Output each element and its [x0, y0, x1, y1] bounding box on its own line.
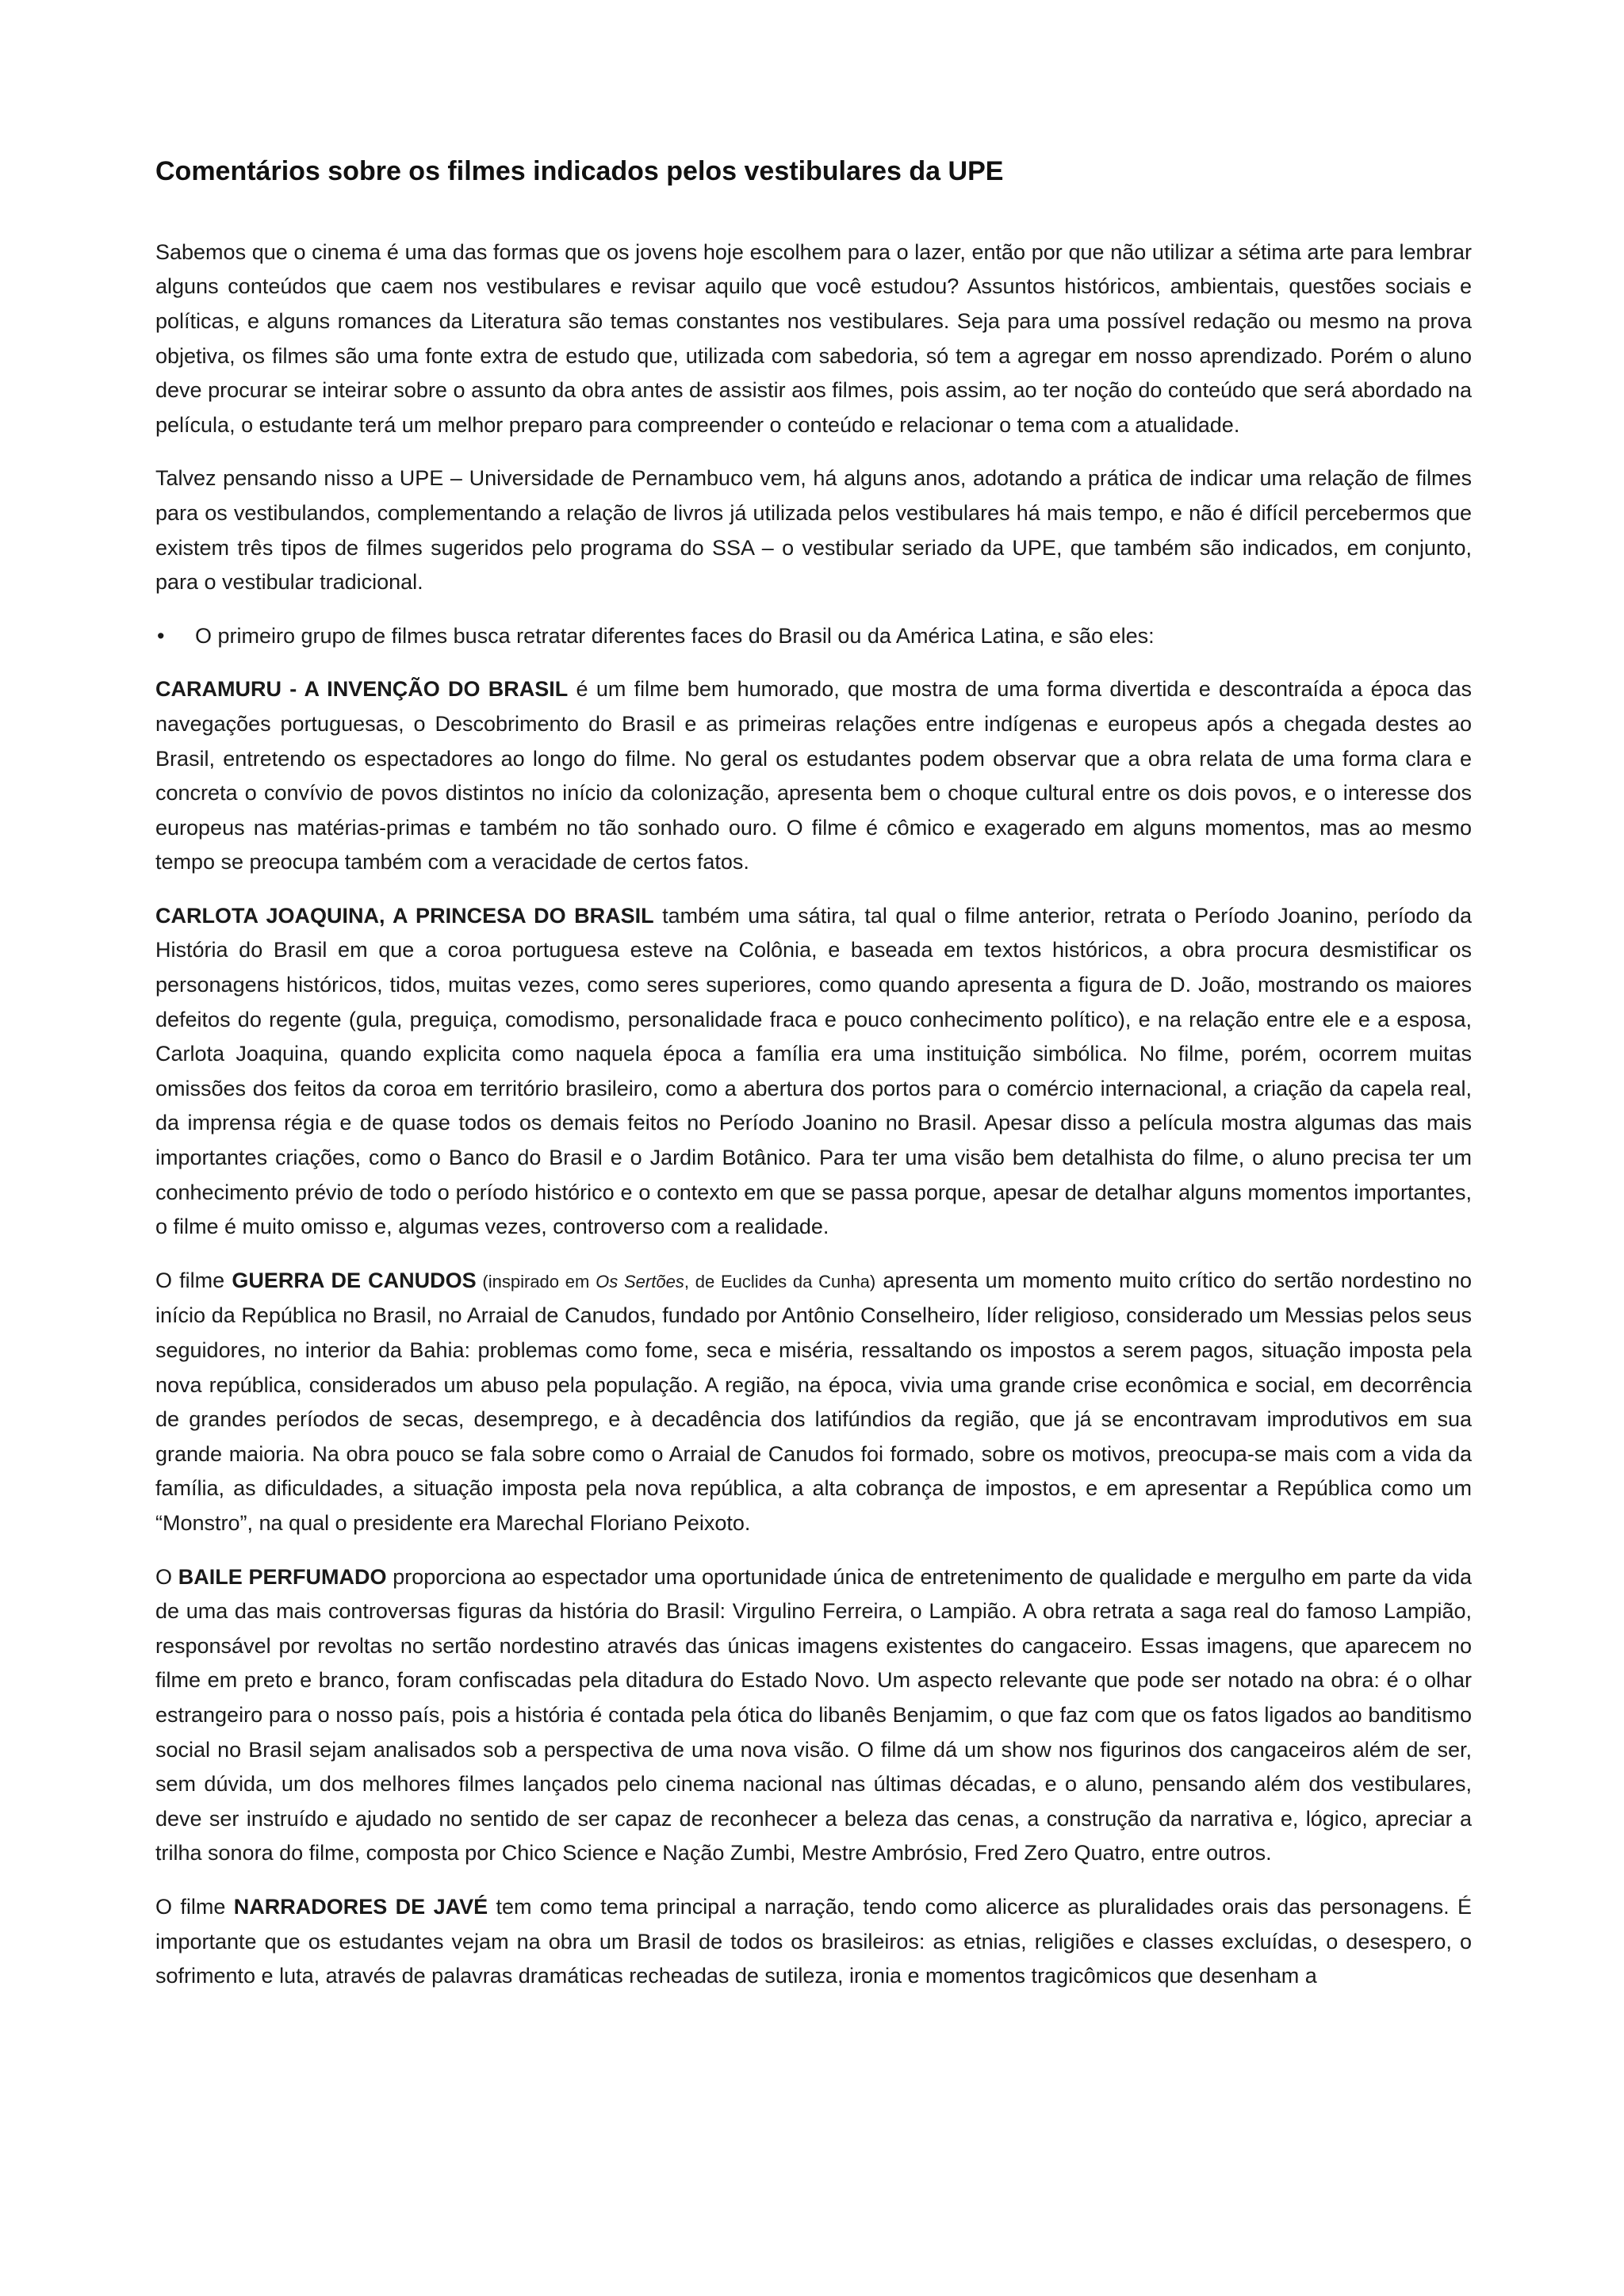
- film-note-title-canudos: Os Sertões: [596, 1271, 684, 1292]
- film-note-after-canudos: , de Euclides da Cunha): [684, 1271, 876, 1292]
- film-prefix-narradores: O filme: [155, 1894, 234, 1919]
- bullet-item: [155, 619, 1472, 654]
- film-text-narradores: tem como tema principal a narração, tendo como alicerce as pluralidades orais das personagens. É importante que os estudantes vejam na obra um Brasil de todos os brasileiros: as etnias, religiões e classes excluídas, o desespero, o sofrimento e luta, através de palavras dramáticas recheadas de sutileza, ironia e momentos tragicômicos que desenham a: [155, 1894, 1472, 1988]
- film-paragraph-canudos: [155, 1264, 1472, 1541]
- film-title-baile: BAILE PERFUMADO: [178, 1564, 387, 1589]
- page-title: Comentários sobre os filmes indicados pelos vestibulares da UPE: [155, 156, 1004, 186]
- bullet-icon: •: [157, 623, 165, 648]
- film-title-carlota: CARLOTA JOAQUINA, A PRINCESA DO BRASIL: [155, 903, 654, 928]
- film-text-carlota: também uma sátira, tal qual o filme anterior, retrata o Período Joanino, período da História do Brasil em que a coroa portuguesa esteve na Colônia, e baseada em textos históricos, a obra procura desmistificar os personagens históricos, tidos, muitas vezes, como seres superiores, como quando apresenta a figura de D. João, mostrando os maiores defeitos do regente (gula, preguiça, comodismo, personalidade fraca e pouco conhecimento político), e na relação entre ele e a esposa, Carlota Joaquina, quando explicita como naquela época a família era uma instituição simbólica. No filme, porém, ocorrem muitas omissões dos feitos da coroa em território brasileiro, como a abertura dos portos para o comércio internacional, a criação da capela real, da imprensa régia e de quase todos os demais feitos no Período Joanino no Brasil. Apesar disso a película mostra algumas das mais importantes criações, como o Banco do Brasil e o Jardim Botânico. Para ter uma visão bem detalhista do filme, o aluno precisa ter um conhecimento prévio de todo o período histórico e o contexto em que se passa porque, apesar de detalhar alguns momentos importantes, o filme é muito omisso e, algumas vezes, controverso com a realidade.: [155, 903, 1473, 1239]
- film-paragraph-narradores: [155, 1890, 1472, 1994]
- bullet-text: O primeiro grupo de filmes busca retratar diferentes faces do Brasil ou da América Latina, e são eles:: [195, 623, 1155, 648]
- film-title-canudos: GUERRA DE CANUDOS: [232, 1268, 477, 1292]
- document-page: [155, 155, 1472, 2013]
- upe-paragraph: Talvez pensando nisso a UPE – Universidade de Pernambuco vem, há alguns anos, adotando a prática de indicar uma relação de filmes para os vestibulandos, complementando a relação de livros já utilizada pelos vestibulares há mais tempo, e não é difícil percebermos que existem três tipos de filmes sugeridos pelo programa do SSA – o vestibular seriado da UPE, que também são indicados, em conjunto, para o vestibular tradicional.: [155, 466, 1472, 595]
- film-prefix-canudos: O filme: [155, 1268, 232, 1292]
- film-title-caramuru: CARAMURU - A INVENÇÃO DO BRASIL: [155, 677, 569, 702]
- film-text-baile: proporciona ao espectador uma oportunidade única de entretenimento de qualidade e mergulho em parte da vida de uma das mais controversas figuras da história do Brasil: Virgulino Ferreira, o Lampião. A obra retrata a saga real do famoso Lampião, responsável por revoltas no sertão nordestino através das únicas imagens existentes do cangaceiro. Essas imagens, que aparecem no filme em preto e branco, foram confiscadas pela ditadura do Estado Novo. Um aspecto relevante que pode ser notado na obra: é o olhar estrangeiro para o nosso país, pois a história é contada pela ótica do libanês Benjamim, o que faz com que os fatos ligados ao banditismo social no Brasil sejam analisados sob a perspectiva de uma nova visão. O filme dá um show nos figurinos dos cangaceiros além de ser, sem dúvida, um dos melhores filmes lançados pelo cinema nacional nas últimas décadas, e o aluno, pensando além dos vestibulares, deve ser instruído e ajudado no sentido de ser capaz de reconhecer a beleza das cenas, a construção da narrativa e, lógico, apreciar a trilha sonora do filme, composta por Chico Science e Nação Zumbi, Mestre Ambrósio, Fred Zero Quatro, entre outros.: [155, 1564, 1472, 1866]
- film-note-before-canudos: (inspirado em: [476, 1271, 596, 1292]
- film-text-caramuru: é um filme bem humorado, que mostra de uma forma divertida e descontraída a época das navegações portuguesas, o Descobrimento do Brasil e as primeiras relações entre indígenas e europeus após a chegada destes ao Brasil, entretendo os espectadores ao longo do filme. No geral os estudantes podem observar que a obra relata de uma forma clara e concreta o convívio de povos distintos no início da colonização, apresenta bem o choque cultural entre os dois povos, e o interesse dos europeus nas matérias-primas e também no tão sonhado ouro. O filme é cômico e exagerado em alguns momentos, mas ao mesmo tempo se preocupa também com a veracidade de certos fatos.: [155, 677, 1472, 874]
- film-paragraph-caramuru: [155, 672, 1472, 880]
- film-text-canudos: apresenta um momento muito crítico do sertão nordestino no início da República no Brasil, no Arraial de Canudos, fundado por Antônio Conselheiro, líder religioso, considerado um Messias pelos seus seguidores, no interior da Bahia: problemas como fome, seca e miséria, ressaltando os impostos a serem pagos, situação imposta pela nova república, considerados um abuso pela população. A região, na época, vivia uma grande crise econômica e social, em decorrência de grandes períodos de secas, desemprego, e à decadência dos latifúndios da região, que já se encontravam improdutivos em sua grande maioria. Na obra pouco se fala sobre como o Arraial de Canudos foi formado, sobre os motivos, preocupa-se mais com a vida da família, as dificuldades, a situação imposta pela nova república, a alta cobrança de impostos, e em apresentar a República como um “Monstro”, na qual o presidente era Marechal Floriano Peixoto.: [155, 1268, 1472, 1535]
- film-title-narradores: NARRADORES DE JAVÉ: [233, 1894, 488, 1919]
- film-paragraph-baile: [155, 1560, 1472, 1871]
- film-paragraph-carlota: [155, 899, 1472, 1245]
- intro-paragraph: Sabemos que o cinema é uma das formas que os jovens hoje escolhem para o lazer, então por que não utilizar a sétima arte para lembrar alguns conteúdos que caem nos vestibulares e revisar aquilo que você estudou? Assuntos históricos, ambientais, questões sociais e políticas, e alguns romances da Literatura são temas constantes nos vestibulares. Seja para uma possível redação ou mesmo na prova objetiva, os filmes são uma fonte extra de estudo que, utilizada com sabedoria, só tem a agregar em nosso aprendizado. Porém o aluno deve procurar se inteirar sobre o assunto da obra antes de assistir aos filmes, pois assim, ao ter noção do conteúdo que será abordado na película, o estudante terá um melhor preparo para compreender o conteúdo e relacionar o tema com a atualidade.: [155, 239, 1472, 437]
- film-prefix-baile: O: [155, 1564, 178, 1589]
